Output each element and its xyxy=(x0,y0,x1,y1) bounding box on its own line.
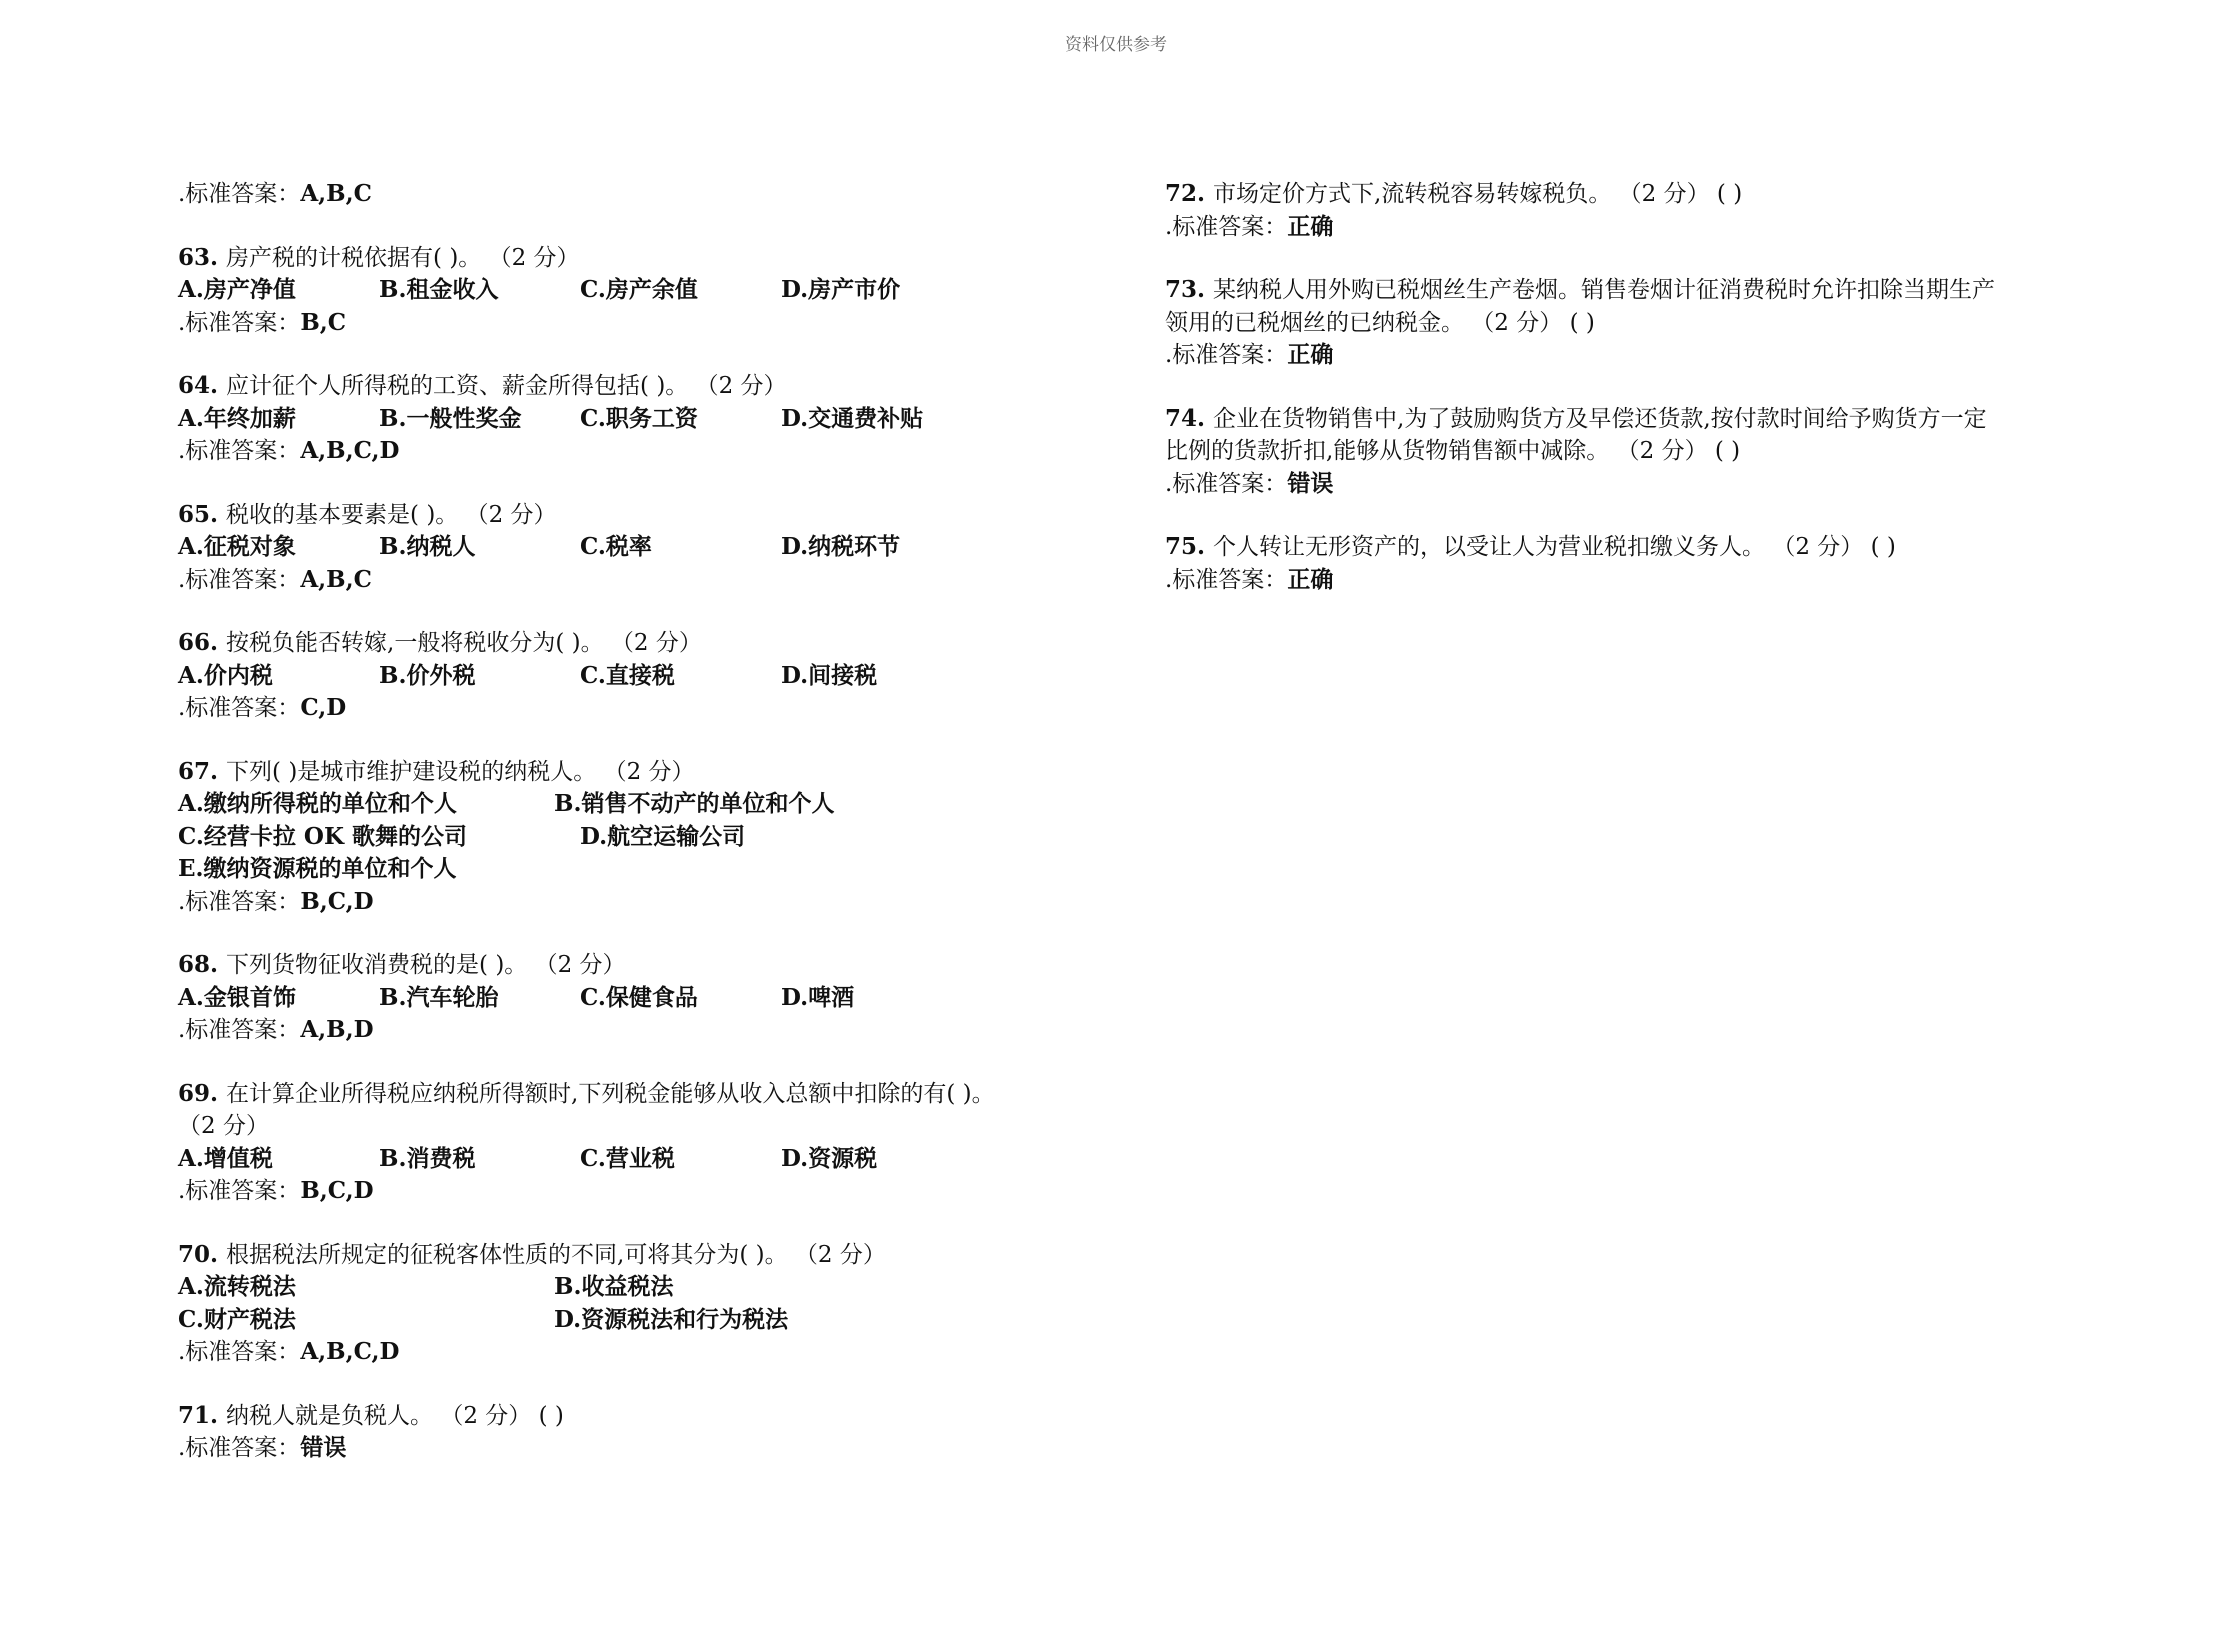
answer-label: .标准答案： xyxy=(178,1017,301,1043)
question-64 xyxy=(178,370,1098,468)
answer-line xyxy=(178,435,1098,468)
question-74 xyxy=(1165,403,2085,501)
question-text: 房产税的计税依据有( )。 （2 分） xyxy=(226,244,580,271)
question-text: 个人转让无形资产的，以受让人为营业税扣缴义务人。 （2 分） ( ) xyxy=(1213,534,1896,560)
option-c: C.经营卡拉 OK 歌舞的公司 xyxy=(178,822,467,850)
option-c: C.房产余值 xyxy=(580,276,698,303)
options xyxy=(178,531,1098,564)
option-a: A.增值税 xyxy=(178,1144,273,1172)
answer-value: B,C,D xyxy=(300,1177,374,1204)
answer-label: .标准答案： xyxy=(1165,342,1288,368)
answer-line xyxy=(178,178,1098,211)
answer-value: A,B,C xyxy=(300,565,372,593)
question-number: 70. xyxy=(178,1240,219,1268)
question-number: 73. xyxy=(1165,276,1206,303)
answer-label: .标准答案： xyxy=(178,1178,301,1204)
question-text-cont: 领用的已税烟丝的已纳税金。 （2 分） ( ) xyxy=(1165,309,1595,336)
question-68 xyxy=(178,949,1098,1047)
option-e: E.缴纳资源税的单位和个人 xyxy=(178,855,457,882)
question-73 xyxy=(1165,274,2085,372)
question-75 xyxy=(1165,531,2085,596)
question-number: 75. xyxy=(1165,533,1206,560)
answer-label: .标准答案： xyxy=(1165,213,1288,240)
answer-line xyxy=(178,886,1098,919)
question-text: 下列( )是城市维护建设税的纳税人。 （2 分） xyxy=(226,758,695,785)
option-a: A.房产净值 xyxy=(178,276,296,303)
answer-label: .标准答案： xyxy=(178,1435,301,1461)
answer-value: C,D xyxy=(300,694,347,721)
options-row-3 xyxy=(178,853,1098,886)
option-a: A.流转税法 xyxy=(178,1273,296,1300)
option-b: B.消费税 xyxy=(379,1144,476,1172)
question-number: 64. xyxy=(178,372,219,399)
option-a: A.缴纳所得税的单位和个人 xyxy=(178,790,457,817)
option-c: C.职务工资 xyxy=(580,404,698,432)
option-a: A.年终加薪 xyxy=(178,404,296,432)
question-70 xyxy=(178,1239,1098,1369)
question-66 xyxy=(178,627,1098,725)
question-number: 74. xyxy=(1165,404,1206,432)
options-row-2 xyxy=(178,821,1098,854)
options xyxy=(178,403,1098,436)
question-text: 纳税人就是负税人。 （2 分） ( ) xyxy=(226,1402,564,1429)
answer-value: B,C,D xyxy=(300,887,374,915)
answer-value: 正确 xyxy=(1287,341,1334,368)
question-63 xyxy=(178,242,1098,340)
option-a: A.征税对象 xyxy=(178,533,296,560)
question-number: 72. xyxy=(1165,180,1206,207)
question-text-cont: （2 分） xyxy=(178,1113,269,1139)
question-text: 按税负能否转嫁,一般将税收分为( )。 （2 分） xyxy=(226,630,702,656)
option-b: B.租金收入 xyxy=(379,276,499,303)
option-a: A.金银首饰 xyxy=(178,983,296,1011)
answer-value: 正确 xyxy=(1287,565,1334,593)
option-d: D.资源税法和行为税法 xyxy=(554,1305,789,1333)
answer-line xyxy=(178,1014,1098,1047)
answer-value: A,B,C,D xyxy=(300,1338,400,1365)
answer-value: 正确 xyxy=(1287,212,1334,240)
question-text: 下列货物征收消费税的是( )。 （2 分） xyxy=(226,952,626,978)
option-c: C.营业税 xyxy=(580,1144,675,1172)
answer-label: .标准答案： xyxy=(178,438,301,464)
question-71 xyxy=(178,1400,1098,1465)
options-row-1 xyxy=(178,788,1098,821)
option-d: D.资源税 xyxy=(781,1144,878,1172)
answer-line xyxy=(178,1175,1098,1208)
option-a: A.价内税 xyxy=(178,661,273,689)
question-text: 某纳税人用外购已税烟丝生产卷烟。销售卷烟计征消费税时允许扣除当期生产 xyxy=(1213,277,1996,303)
left-column xyxy=(178,178,1098,1496)
question-number: 71. xyxy=(178,1401,219,1429)
question-number: 67. xyxy=(178,757,219,785)
answer-label: .标准答案： xyxy=(178,309,301,336)
right-column xyxy=(1165,178,2085,627)
answer-line xyxy=(178,692,1098,725)
answer-label: .标准答案： xyxy=(178,695,301,721)
question-number: 63. xyxy=(178,243,219,271)
question-number: 65. xyxy=(178,500,219,528)
answer-label: .标准答案： xyxy=(178,888,301,915)
question-number: 68. xyxy=(178,951,219,978)
question-text: 市场定价方式下,流转税容易转嫁税负。 （2 分） ( ) xyxy=(1213,181,1743,207)
option-d: D.啤酒 xyxy=(781,983,855,1011)
question-67 xyxy=(178,756,1098,919)
answer-value: A,B,C,D xyxy=(300,437,400,464)
answer-label: .标准答案： xyxy=(1165,470,1288,497)
answer-label: .标准答案： xyxy=(1165,566,1288,593)
question-text-cont: 比例的货款折扣,能够从货物销售额中减除。 （2 分） ( ) xyxy=(1165,438,1741,464)
answer-line xyxy=(1165,468,2085,501)
option-d: D.交通费补贴 xyxy=(781,404,924,432)
header-note: 资料仅供参考 xyxy=(1065,35,1167,55)
option-d: D.间接税 xyxy=(781,661,878,689)
answer-line xyxy=(178,307,1098,340)
answer-line xyxy=(178,564,1098,597)
option-c: C.直接税 xyxy=(580,661,675,689)
option-b: B.销售不动产的单位和个人 xyxy=(554,790,835,817)
question-text: 税收的基本要素是( )。 （2 分） xyxy=(226,501,557,528)
answer-line xyxy=(1165,211,2085,244)
question-number: 69. xyxy=(178,1079,219,1107)
question-text: 根据税法所规定的征税客体性质的不同,可将其分为( )。 （2 分） xyxy=(226,1241,886,1268)
answer-label: .标准答案： xyxy=(178,566,301,593)
options xyxy=(178,982,1098,1015)
option-c: C.财产税法 xyxy=(178,1305,296,1333)
option-d: D.房产市价 xyxy=(781,276,901,303)
answer-value: A,B,D xyxy=(300,1016,374,1043)
answer-line xyxy=(1165,564,2085,597)
answer-value: A,B,C xyxy=(300,180,372,207)
option-d: D.航空运输公司 xyxy=(580,822,746,850)
answer-value: 错误 xyxy=(300,1434,347,1461)
question-69 xyxy=(178,1078,1098,1208)
answer-label: .标准答案： xyxy=(178,181,301,207)
answer-line xyxy=(178,1336,1098,1369)
option-b: B.纳税人 xyxy=(379,533,476,560)
option-b: B.一般性奖金 xyxy=(379,404,522,432)
option-c: C.税率 xyxy=(580,533,652,560)
options xyxy=(178,274,1098,307)
answer-label: .标准答案： xyxy=(178,1339,301,1365)
answer-line xyxy=(178,1432,1098,1465)
options xyxy=(178,1143,1098,1176)
answer-value: 错误 xyxy=(1287,469,1334,497)
question-text: 应计征个人所得税的工资、薪金所得包括( )。 （2 分） xyxy=(226,373,787,399)
question-65 xyxy=(178,499,1098,597)
options-row-1 xyxy=(178,1271,1098,1304)
option-d: D.纳税环节 xyxy=(781,533,901,560)
answer-line xyxy=(1165,339,2085,372)
options xyxy=(178,660,1098,693)
option-b: B.收益税法 xyxy=(554,1273,674,1300)
question-number: 66. xyxy=(178,629,219,656)
question-72 xyxy=(1165,178,2085,243)
option-b: B.汽车轮胎 xyxy=(379,983,499,1011)
option-b: B.价外税 xyxy=(379,661,476,689)
answer-value: B,C xyxy=(300,308,347,336)
question-text: 在计算企业所得税应纳税所得额时,下列税金能够从收入总额中扣除的有( )。 xyxy=(226,1080,995,1107)
option-c: C.保健食品 xyxy=(580,983,698,1011)
options-row-2 xyxy=(178,1304,1098,1337)
question-text: 企业在货物销售中,为了鼓励购货方及早偿还货款,按付款时间给予购货方一定 xyxy=(1213,405,1987,432)
prev-question-answer xyxy=(178,178,1098,211)
